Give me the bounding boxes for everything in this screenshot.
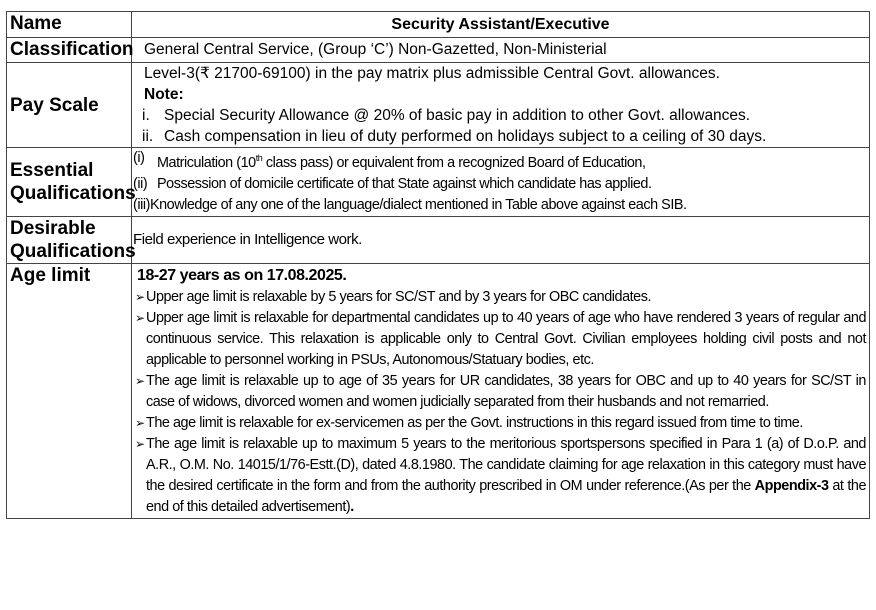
pay-scale-label: Pay Scale bbox=[7, 63, 132, 148]
age-bullet-text-part: at the end of this detailed advertisement) bbox=[146, 477, 866, 515]
pay-note-item bbox=[140, 126, 866, 147]
age-bullet bbox=[135, 434, 866, 518]
desirable-row bbox=[7, 216, 870, 263]
essential-item-text-part: Matriculation (10 bbox=[157, 154, 256, 171]
pay-note-number: i. bbox=[142, 107, 150, 124]
desirable-value: Field experience in Intelligence work. bbox=[132, 216, 870, 263]
age-bullet-text bbox=[146, 434, 866, 518]
arrow-bullet-icon: ➢ bbox=[135, 436, 145, 451]
age-bullet bbox=[135, 413, 866, 434]
pay-scale-cell bbox=[132, 63, 870, 148]
essential-item bbox=[133, 174, 866, 195]
pay-scale-row bbox=[7, 63, 870, 148]
pay-note-number: ii. bbox=[142, 128, 154, 145]
superscript: th bbox=[255, 153, 263, 163]
age-bullet bbox=[135, 371, 866, 413]
age-bullet-text: The age limit is relaxable up to age of 35 years for UR candidates, 38 years for OBC and up to 40 years for SC/ST in case of widows, divorced women and women judicially separated from their husbands and not remarried. bbox=[146, 372, 866, 410]
name-label: Name bbox=[7, 12, 132, 38]
pay-level-line: Level-3(₹ 21700-69100) in the pay matrix plus admissible Central Govt. allowances. bbox=[144, 65, 720, 82]
essential-label-line: Essential bbox=[10, 159, 94, 181]
age-heading: 18-27 years as on 17.08.2025. bbox=[137, 266, 347, 284]
age-bullet-text: Upper age limit is relaxable by 5 years for SC/ST and by 3 years for OBC candidates. bbox=[146, 288, 652, 305]
age-bullet bbox=[135, 308, 866, 371]
essential-item-text-part: class pass) or equivalent from a recognized Board of Education, bbox=[262, 154, 646, 171]
pay-note-text: Cash compensation in lieu of duty performed on holidays subject to a ceiling of 30 days. bbox=[164, 128, 767, 145]
desirable-label bbox=[7, 216, 136, 263]
essential-item-number: (iii) bbox=[133, 196, 150, 213]
essential-row bbox=[7, 148, 870, 217]
appendix-reference: Appendix-3 bbox=[754, 477, 829, 494]
age-bullet bbox=[135, 287, 866, 308]
header-row bbox=[7, 12, 870, 38]
essential-label-line: Qualifications bbox=[10, 182, 136, 204]
essential-label bbox=[7, 148, 136, 217]
post-name: Security Assistant/Executive bbox=[132, 12, 870, 38]
pay-note-item bbox=[140, 105, 866, 126]
essential-cell bbox=[132, 148, 870, 217]
essential-item-number: (i) bbox=[133, 150, 145, 166]
classification-label: Classification bbox=[7, 38, 132, 63]
classification-row bbox=[7, 38, 870, 63]
age-label: Age limit bbox=[7, 263, 132, 518]
essential-item bbox=[133, 195, 866, 216]
desirable-label-line: Desirable bbox=[10, 217, 96, 239]
arrow-bullet-icon: ➢ bbox=[135, 310, 145, 325]
essential-item-number: (ii) bbox=[133, 175, 148, 192]
eligibility-table bbox=[6, 11, 870, 519]
arrow-bullet-icon: ➢ bbox=[135, 289, 145, 304]
age-row bbox=[7, 263, 870, 518]
age-bullet-text: The age limit is relaxable for ex-servicemen as per the Govt. instructions in this regard issued from time to time. bbox=[146, 414, 803, 431]
classification-value: General Central Service, (Group ‘C’) Non-Gazetted, Non-Ministerial bbox=[132, 38, 870, 63]
arrow-bullet-icon: ➢ bbox=[135, 415, 145, 430]
arrow-bullet-icon: ➢ bbox=[135, 373, 145, 388]
note-label: Note: bbox=[144, 86, 184, 103]
age-cell bbox=[132, 263, 870, 518]
essential-item bbox=[133, 148, 866, 174]
age-bullet-text-part: The age limit is relaxable up to maximum 5 years to the meritorious sportspersons specified in Para 1 (a) of D.o.P. and A.R., O.M. No. 14015/1/76-Estt.(D), dated 4.8.1980. The candidate claiming for age relaxation in this category must have the desired certificate in the form and from the authority prescribed in OM under reference.(As per the bbox=[146, 435, 866, 494]
pay-note-text: Special Security Allowance @ 20% of basic pay in addition to other Govt. allowances. bbox=[164, 107, 751, 124]
essential-item-text: Knowledge of any one of the language/dialect mentioned in Table above against each SIB. bbox=[149, 196, 687, 213]
age-bullet-text: Upper age limit is relaxable for departmental candidates up to 40 years of age who have rendered 3 years of regular and continuous service. This relaxation is applicable only to Central Govt. Civilian employees holding civil posts and not applicable to personnel working in PSUs, Autonomous/Statuary bodies, etc. bbox=[146, 309, 866, 368]
desirable-label-line: Qualifications bbox=[10, 240, 136, 262]
essential-item-text bbox=[157, 148, 646, 174]
closing-period: . bbox=[350, 498, 354, 515]
essential-item-text: Possession of domicile certificate of that State against which candidate has applied. bbox=[157, 175, 652, 192]
